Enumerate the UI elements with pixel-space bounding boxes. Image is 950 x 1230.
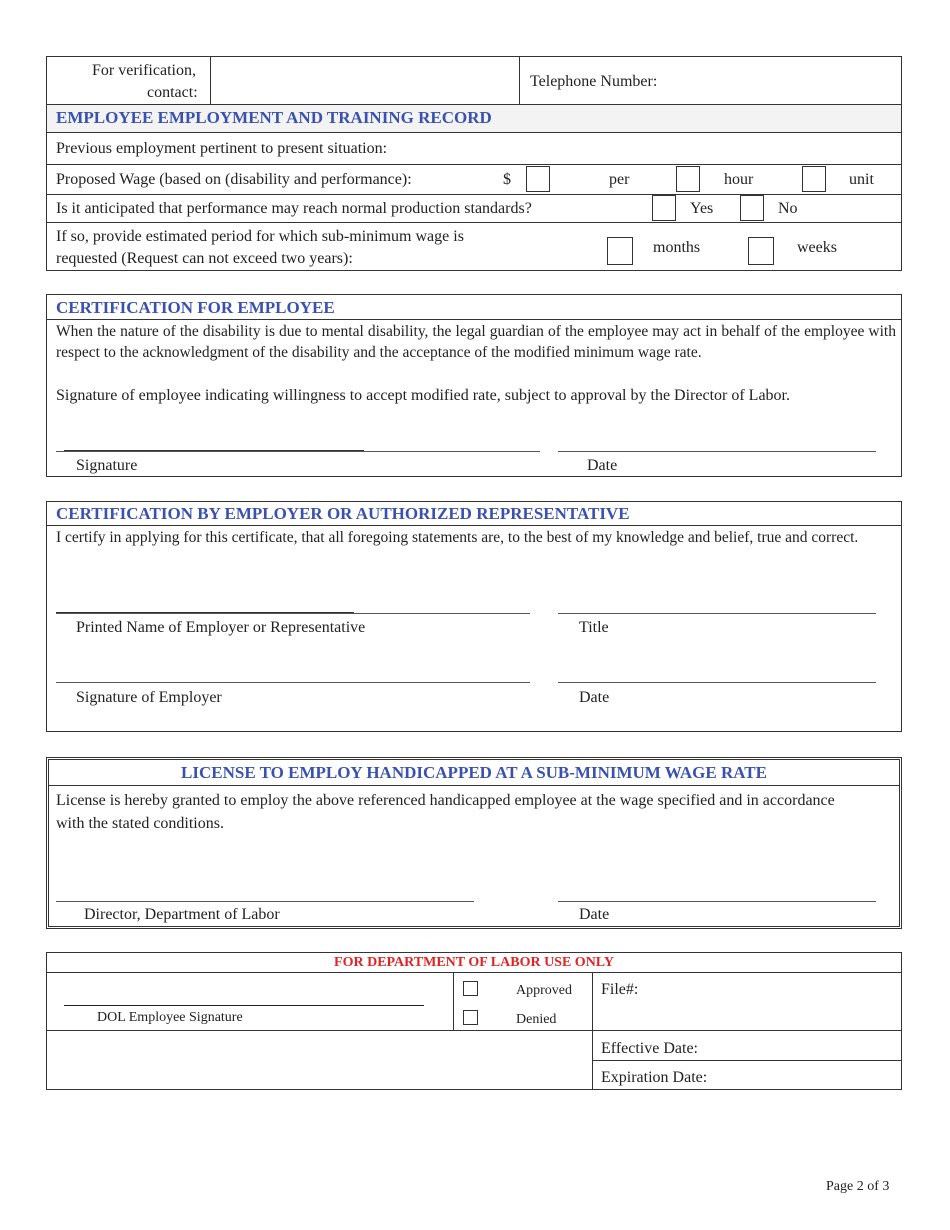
verification-contact-label-2: contact: <box>147 84 198 101</box>
wage-amount-checkbox[interactable] <box>526 166 550 192</box>
months-label: months <box>653 239 701 256</box>
no-checkbox[interactable] <box>740 195 764 221</box>
dol-signature-line[interactable] <box>64 1005 424 1006</box>
period-question-line-2: requested (Request can not exceed two years): <box>56 250 353 267</box>
effective-date-label: Effective Date: <box>601 1040 698 1057</box>
verification-contact-field[interactable] <box>212 58 517 102</box>
employer-title-line[interactable] <box>558 613 876 614</box>
license-date-line[interactable] <box>558 901 876 902</box>
yes-checkbox[interactable] <box>652 195 676 221</box>
employee-signature-statement: Signature of employee indicating willingness to accept modified rate, subject to approval by the Director of Labor. <box>56 387 790 404</box>
dol-signature-label: DOL Employee Signature <box>97 1010 243 1025</box>
file-number-label: File#: <box>601 981 639 998</box>
employee-date-label: Date <box>587 457 618 474</box>
cert-employee-title: CERTIFICATION FOR EMPLOYEE <box>56 298 335 317</box>
page-number: Page 2 of 3 <box>826 1179 890 1194</box>
employer-title-label: Title <box>579 619 609 636</box>
cert-employer-paragraph: I certify in applying for this certificate, that all foregoing statements are, to the best of my knowledge and belief, true and correct. <box>56 529 859 546</box>
printed-name-line[interactable] <box>56 613 530 614</box>
employer-signature-line[interactable] <box>56 682 530 683</box>
wage-hour-checkbox[interactable] <box>676 166 700 192</box>
printed-name-label: Printed Name of Employer or Representative <box>76 619 366 636</box>
license-paragraph: License is hereby granted to employ the above referenced handicapped employee at the wage specified and in accordance with the stated conditions. <box>56 792 835 832</box>
weeks-label: weeks <box>797 239 837 256</box>
employment-record-title: EMPLOYEE EMPLOYMENT AND TRAINING RECORD <box>56 108 492 127</box>
employer-date-label: Date <box>579 689 610 706</box>
unit-label: unit <box>849 171 874 188</box>
employer-signature-label: Signature of Employer <box>76 689 222 706</box>
per-label: per <box>609 171 630 188</box>
proposed-wage-label: Proposed Wage (based on (disability and performance): <box>56 171 412 188</box>
anticipated-question: Is it anticipated that performance may reach normal production standards? <box>56 200 532 217</box>
weeks-checkbox[interactable] <box>748 237 774 265</box>
wage-unit-checkbox[interactable] <box>802 166 826 192</box>
director-label: Director, Department of Labor <box>84 906 280 923</box>
dol-title: FOR DEPARTMENT OF LABOR USE ONLY <box>334 955 614 970</box>
employee-signature-label: Signature <box>76 457 138 474</box>
director-signature-line[interactable] <box>56 901 474 902</box>
hour-label: hour <box>724 171 754 188</box>
months-checkbox[interactable] <box>607 237 633 265</box>
previous-employment-label: Previous employment pertinent to present situation: <box>56 140 388 157</box>
cert-employer-title: CERTIFICATION BY EMPLOYER OR AUTHORIZED REPRESENTATIVE <box>56 504 630 523</box>
employer-date-line[interactable] <box>558 682 876 683</box>
cert-employee-paragraph: When the nature of the disability is due to mental disability, the legal guardian of the employee may act in behalf of the employee with respect to the acknowledgment of the disability and the acceptance of the modified minimum wage rate. <box>56 323 896 361</box>
verification-contact-label-1: For verification, <box>92 62 196 79</box>
employee-signature-line[interactable] <box>56 451 540 452</box>
approved-checkbox[interactable] <box>463 981 478 996</box>
period-question-line-1: If so, provide estimated period for which sub-minimum wage is <box>56 228 464 245</box>
yes-label: Yes <box>690 200 714 217</box>
no-label: No <box>778 200 798 217</box>
dollar-sign: $ <box>503 171 511 188</box>
license-date-label: Date <box>579 906 610 923</box>
telephone-field[interactable] <box>672 58 900 102</box>
employee-date-line[interactable] <box>558 451 876 452</box>
expiration-date-label: Expiration Date: <box>601 1069 708 1086</box>
license-title: LICENSE TO EMPLOY HANDICAPPED AT A SUB-MINIMUM WAGE RATE <box>181 763 767 782</box>
denied-checkbox[interactable] <box>463 1010 478 1025</box>
denied-label: Denied <box>516 1012 557 1027</box>
telephone-label: Telephone Number: <box>530 73 658 90</box>
approved-label: Approved <box>516 983 572 998</box>
